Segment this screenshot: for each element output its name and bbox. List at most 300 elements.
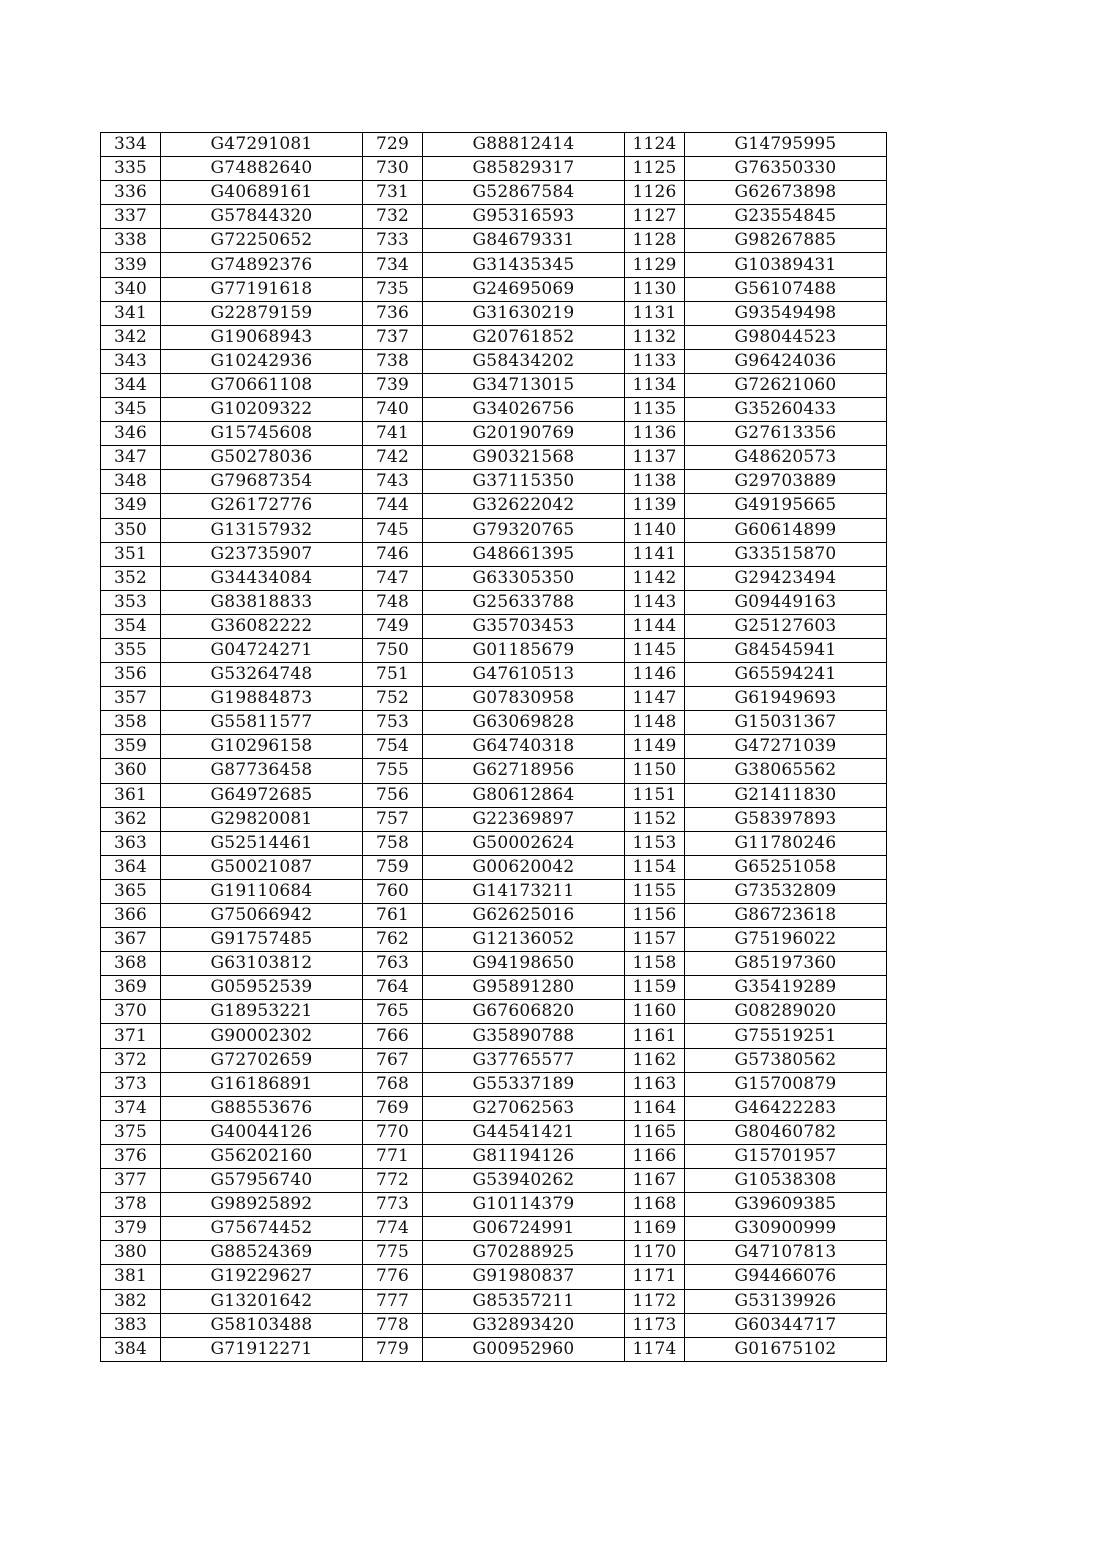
seq-number-cell: 377	[101, 1169, 161, 1193]
code-cell: G85357211	[423, 1289, 625, 1313]
table-row	[101, 133, 887, 157]
table-row	[101, 229, 887, 253]
seq-number-cell: 1169	[625, 1217, 685, 1241]
seq-number-cell: 746	[363, 542, 423, 566]
seq-number-cell: 739	[363, 373, 423, 397]
seq-number-cell: 772	[363, 1169, 423, 1193]
seq-number-cell: 1151	[625, 783, 685, 807]
code-cell: G38065562	[685, 759, 887, 783]
table-row	[101, 446, 887, 470]
table-row	[101, 325, 887, 349]
code-cell: G72621060	[685, 373, 887, 397]
code-cell: G63103812	[161, 952, 363, 976]
code-cell: G14795995	[685, 133, 887, 157]
code-cell: G60614899	[685, 518, 887, 542]
code-cell: G36082222	[161, 614, 363, 638]
code-cell: G62718956	[423, 759, 625, 783]
code-cell: G13201642	[161, 1289, 363, 1313]
seq-number-cell: 1141	[625, 542, 685, 566]
code-cell: G12136052	[423, 928, 625, 952]
code-cell: G33515870	[685, 542, 887, 566]
table-row	[101, 1169, 887, 1193]
code-cell: G34434084	[161, 566, 363, 590]
code-cell: G94198650	[423, 952, 625, 976]
code-cell: G26172776	[161, 494, 363, 518]
seq-number-cell: 769	[363, 1096, 423, 1120]
table-row	[101, 928, 887, 952]
code-cell: G80460782	[685, 1120, 887, 1144]
seq-number-cell: 384	[101, 1337, 161, 1361]
table-row	[101, 783, 887, 807]
seq-number-cell: 1171	[625, 1265, 685, 1289]
table-row	[101, 663, 887, 687]
seq-number-cell: 1157	[625, 928, 685, 952]
seq-number-cell: 335	[101, 157, 161, 181]
code-cell: G98925892	[161, 1193, 363, 1217]
code-cell: G49195665	[685, 494, 887, 518]
code-cell: G47107813	[685, 1241, 887, 1265]
seq-number-cell: 1159	[625, 976, 685, 1000]
code-cell: G20761852	[423, 325, 625, 349]
seq-number-cell: 779	[363, 1337, 423, 1361]
code-cell: G87736458	[161, 759, 363, 783]
seq-number-cell: 352	[101, 566, 161, 590]
table-row	[101, 807, 887, 831]
code-cell: G91757485	[161, 928, 363, 952]
code-cell: G50002624	[423, 831, 625, 855]
seq-number-cell: 773	[363, 1193, 423, 1217]
code-cell: G98267885	[685, 229, 887, 253]
code-cell: G72702659	[161, 1048, 363, 1072]
code-cell: G80612864	[423, 783, 625, 807]
code-cell: G75519251	[685, 1024, 887, 1048]
code-cell: G01185679	[423, 638, 625, 662]
seq-number-cell: 371	[101, 1024, 161, 1048]
seq-number-cell: 1130	[625, 277, 685, 301]
seq-number-cell: 1166	[625, 1144, 685, 1168]
seq-number-cell: 366	[101, 904, 161, 928]
code-cell: G04724271	[161, 638, 363, 662]
table-row	[101, 277, 887, 301]
table-row	[101, 1337, 887, 1361]
code-cell: G50021087	[161, 855, 363, 879]
code-cell: G07830958	[423, 687, 625, 711]
seq-number-cell: 342	[101, 325, 161, 349]
seq-number-cell: 1143	[625, 590, 685, 614]
seq-number-cell: 731	[363, 181, 423, 205]
table-row	[101, 687, 887, 711]
seq-number-cell: 383	[101, 1313, 161, 1337]
code-cell: G29423494	[685, 566, 887, 590]
code-cell: G15031367	[685, 711, 887, 735]
code-cell: G30900999	[685, 1217, 887, 1241]
seq-number-cell: 1161	[625, 1024, 685, 1048]
code-cell: G77191618	[161, 277, 363, 301]
seq-number-cell: 771	[363, 1144, 423, 1168]
seq-number-cell: 1163	[625, 1072, 685, 1096]
table-row	[101, 711, 887, 735]
seq-number-cell: 374	[101, 1096, 161, 1120]
seq-number-cell: 743	[363, 470, 423, 494]
table-row	[101, 1289, 887, 1313]
code-cell: G81194126	[423, 1144, 625, 1168]
code-cell: G32622042	[423, 494, 625, 518]
code-cell: G58434202	[423, 349, 625, 373]
seq-number-cell: 1156	[625, 904, 685, 928]
seq-number-cell: 777	[363, 1289, 423, 1313]
seq-number-cell: 1152	[625, 807, 685, 831]
seq-number-cell: 380	[101, 1241, 161, 1265]
code-cell: G57844320	[161, 205, 363, 229]
seq-number-cell: 761	[363, 904, 423, 928]
seq-number-cell: 337	[101, 205, 161, 229]
code-cell: G58397893	[685, 807, 887, 831]
code-cell: G75066942	[161, 904, 363, 928]
seq-number-cell: 1135	[625, 398, 685, 422]
seq-number-cell: 341	[101, 301, 161, 325]
code-cell: G22369897	[423, 807, 625, 831]
code-cell: G90321568	[423, 446, 625, 470]
seq-number-cell: 747	[363, 566, 423, 590]
seq-number-cell: 349	[101, 494, 161, 518]
code-cell: G15745608	[161, 422, 363, 446]
code-cell: G88524369	[161, 1241, 363, 1265]
code-cell: G61949693	[685, 687, 887, 711]
seq-number-cell: 765	[363, 1000, 423, 1024]
seq-number-cell: 367	[101, 928, 161, 952]
seq-number-cell: 757	[363, 807, 423, 831]
code-cell: G64740318	[423, 735, 625, 759]
table-row	[101, 1193, 887, 1217]
seq-number-cell: 1125	[625, 157, 685, 181]
seq-number-cell: 734	[363, 253, 423, 277]
code-cell: G60344717	[685, 1313, 887, 1337]
seq-number-cell: 767	[363, 1048, 423, 1072]
code-cell: G52514461	[161, 831, 363, 855]
code-cell: G31630219	[423, 301, 625, 325]
seq-number-cell: 733	[363, 229, 423, 253]
seq-number-cell: 1127	[625, 205, 685, 229]
seq-number-cell: 1136	[625, 422, 685, 446]
code-cell: G19068943	[161, 325, 363, 349]
code-cell: G52867584	[423, 181, 625, 205]
code-cell: G56202160	[161, 1144, 363, 1168]
seq-number-cell: 759	[363, 855, 423, 879]
seq-number-cell: 339	[101, 253, 161, 277]
seq-number-cell: 738	[363, 349, 423, 373]
code-cell: G14173211	[423, 879, 625, 903]
code-cell: G90002302	[161, 1024, 363, 1048]
table-row	[101, 542, 887, 566]
code-cell: G88553676	[161, 1096, 363, 1120]
code-cell: G20190769	[423, 422, 625, 446]
code-cell: G35419289	[685, 976, 887, 1000]
code-cell: G98044523	[685, 325, 887, 349]
table-row	[101, 1072, 887, 1096]
seq-number-cell: 344	[101, 373, 161, 397]
seq-number-cell: 370	[101, 1000, 161, 1024]
seq-number-cell: 1140	[625, 518, 685, 542]
seq-number-cell: 736	[363, 301, 423, 325]
code-cell: G32893420	[423, 1313, 625, 1337]
seq-number-cell: 355	[101, 638, 161, 662]
table-row	[101, 1144, 887, 1168]
table-row	[101, 157, 887, 181]
code-cell: G19884873	[161, 687, 363, 711]
seq-number-cell: 1170	[625, 1241, 685, 1265]
seq-number-cell: 364	[101, 855, 161, 879]
seq-number-cell: 1158	[625, 952, 685, 976]
seq-number-cell: 358	[101, 711, 161, 735]
seq-number-cell: 748	[363, 590, 423, 614]
table-row	[101, 904, 887, 928]
seq-number-cell: 744	[363, 494, 423, 518]
seq-number-cell: 762	[363, 928, 423, 952]
table-row	[101, 253, 887, 277]
code-cell: G21411830	[685, 783, 887, 807]
seq-number-cell: 760	[363, 879, 423, 903]
code-cell: G47291081	[161, 133, 363, 157]
code-cell: G01675102	[685, 1337, 887, 1361]
seq-number-cell: 776	[363, 1265, 423, 1289]
seq-number-cell: 362	[101, 807, 161, 831]
seq-number-cell: 356	[101, 663, 161, 687]
code-cell: G19110684	[161, 879, 363, 903]
seq-number-cell: 730	[363, 157, 423, 181]
table-row	[101, 590, 887, 614]
seq-number-cell: 373	[101, 1072, 161, 1096]
code-cell: G13157932	[161, 518, 363, 542]
seq-number-cell: 1128	[625, 229, 685, 253]
seq-number-cell: 752	[363, 687, 423, 711]
seq-number-cell: 361	[101, 783, 161, 807]
code-cell: G86723618	[685, 904, 887, 928]
seq-number-cell: 749	[363, 614, 423, 638]
seq-number-cell: 1147	[625, 687, 685, 711]
seq-number-cell: 357	[101, 687, 161, 711]
seq-number-cell: 1150	[625, 759, 685, 783]
seq-number-cell: 368	[101, 952, 161, 976]
seq-number-cell: 735	[363, 277, 423, 301]
seq-number-cell: 1149	[625, 735, 685, 759]
table-row	[101, 301, 887, 325]
seq-number-cell: 1148	[625, 711, 685, 735]
seq-number-cell: 340	[101, 277, 161, 301]
seq-number-cell: 1142	[625, 566, 685, 590]
code-cell: G56107488	[685, 277, 887, 301]
seq-number-cell: 376	[101, 1144, 161, 1168]
code-cell: G96424036	[685, 349, 887, 373]
code-cell: G22879159	[161, 301, 363, 325]
code-cell: G48620573	[685, 446, 887, 470]
code-cell: G62673898	[685, 181, 887, 205]
code-cell: G19229627	[161, 1265, 363, 1289]
seq-number-cell: 1133	[625, 349, 685, 373]
seq-number-cell: 347	[101, 446, 161, 470]
code-cell: G50278036	[161, 446, 363, 470]
seq-number-cell: 1145	[625, 638, 685, 662]
seq-number-cell: 334	[101, 133, 161, 157]
code-cell: G16186891	[161, 1072, 363, 1096]
seq-number-cell: 1167	[625, 1169, 685, 1193]
seq-number-cell: 372	[101, 1048, 161, 1072]
code-cell: G93549498	[685, 301, 887, 325]
table-row	[101, 1217, 887, 1241]
seq-number-cell: 345	[101, 398, 161, 422]
table-row	[101, 1096, 887, 1120]
code-table-body	[101, 133, 887, 1362]
seq-number-cell: 382	[101, 1289, 161, 1313]
code-cell: G29703889	[685, 470, 887, 494]
code-cell: G10209322	[161, 398, 363, 422]
code-cell: G79687354	[161, 470, 363, 494]
seq-number-cell: 741	[363, 422, 423, 446]
seq-number-cell: 1168	[625, 1193, 685, 1217]
code-cell: G35890788	[423, 1024, 625, 1048]
code-cell: G35260433	[685, 398, 887, 422]
code-cell: G74892376	[161, 253, 363, 277]
code-cell: G40689161	[161, 181, 363, 205]
seq-number-cell: 740	[363, 398, 423, 422]
seq-number-cell: 379	[101, 1217, 161, 1241]
code-cell: G65594241	[685, 663, 887, 687]
code-cell: G10242936	[161, 349, 363, 373]
table-row	[101, 181, 887, 205]
seq-number-cell: 343	[101, 349, 161, 373]
seq-number-cell: 751	[363, 663, 423, 687]
code-cell: G15701957	[685, 1144, 887, 1168]
code-cell: G63305350	[423, 566, 625, 590]
code-cell: G11780246	[685, 831, 887, 855]
code-cell: G18953221	[161, 1000, 363, 1024]
code-cell: G35703453	[423, 614, 625, 638]
seq-number-cell: 1174	[625, 1337, 685, 1361]
code-cell: G91980837	[423, 1265, 625, 1289]
code-cell: G23735907	[161, 542, 363, 566]
seq-number-cell: 346	[101, 422, 161, 446]
seq-number-cell: 1126	[625, 181, 685, 205]
seq-number-cell: 360	[101, 759, 161, 783]
seq-number-cell: 350	[101, 518, 161, 542]
code-cell: G70288925	[423, 1241, 625, 1265]
code-cell: G72250652	[161, 229, 363, 253]
table-row	[101, 879, 887, 903]
seq-number-cell: 729	[363, 133, 423, 157]
seq-number-cell: 1172	[625, 1289, 685, 1313]
code-cell: G00952960	[423, 1337, 625, 1361]
seq-number-cell: 348	[101, 470, 161, 494]
seq-number-cell: 375	[101, 1120, 161, 1144]
table-row	[101, 205, 887, 229]
seq-number-cell: 742	[363, 446, 423, 470]
code-cell: G53940262	[423, 1169, 625, 1193]
code-cell: G74882640	[161, 157, 363, 181]
code-cell: G46422283	[685, 1096, 887, 1120]
code-cell: G57956740	[161, 1169, 363, 1193]
code-cell: G23554845	[685, 205, 887, 229]
seq-number-cell: 365	[101, 879, 161, 903]
code-cell: G25127603	[685, 614, 887, 638]
table-row	[101, 1000, 887, 1024]
code-cell: G31435345	[423, 253, 625, 277]
seq-number-cell: 1131	[625, 301, 685, 325]
table-row	[101, 1241, 887, 1265]
seq-number-cell: 1160	[625, 1000, 685, 1024]
seq-number-cell: 1155	[625, 879, 685, 903]
table-row	[101, 1120, 887, 1144]
table-row	[101, 1048, 887, 1072]
seq-number-cell: 754	[363, 735, 423, 759]
code-cell: G48661395	[423, 542, 625, 566]
seq-number-cell: 1165	[625, 1120, 685, 1144]
code-cell: G55337189	[423, 1072, 625, 1096]
code-cell: G73532809	[685, 879, 887, 903]
seq-number-cell: 775	[363, 1241, 423, 1265]
table-row	[101, 1313, 887, 1337]
code-cell: G75196022	[685, 928, 887, 952]
code-cell: G08289020	[685, 1000, 887, 1024]
code-cell: G10538308	[685, 1169, 887, 1193]
seq-number-cell: 1153	[625, 831, 685, 855]
seq-number-cell: 381	[101, 1265, 161, 1289]
seq-number-cell: 750	[363, 638, 423, 662]
code-cell: G85197360	[685, 952, 887, 976]
seq-number-cell: 774	[363, 1217, 423, 1241]
table-row	[101, 1265, 887, 1289]
table-row	[101, 831, 887, 855]
code-cell: G37115350	[423, 470, 625, 494]
seq-number-cell: 338	[101, 229, 161, 253]
code-cell: G06724991	[423, 1217, 625, 1241]
seq-number-cell: 755	[363, 759, 423, 783]
code-cell: G47610513	[423, 663, 625, 687]
code-cell: G67606820	[423, 1000, 625, 1024]
seq-number-cell: 1162	[625, 1048, 685, 1072]
table-row	[101, 422, 887, 446]
code-cell: G55811577	[161, 711, 363, 735]
code-cell: G71912271	[161, 1337, 363, 1361]
code-cell: G27613356	[685, 422, 887, 446]
seq-number-cell: 763	[363, 952, 423, 976]
code-cell: G75674452	[161, 1217, 363, 1241]
seq-number-cell: 758	[363, 831, 423, 855]
table-row	[101, 976, 887, 1000]
code-cell: G64972685	[161, 783, 363, 807]
seq-number-cell: 1164	[625, 1096, 685, 1120]
code-cell: G63069828	[423, 711, 625, 735]
table-row	[101, 638, 887, 662]
seq-number-cell: 1134	[625, 373, 685, 397]
table-row	[101, 1024, 887, 1048]
code-cell: G29820081	[161, 807, 363, 831]
code-cell: G83818833	[161, 590, 363, 614]
seq-number-cell: 1173	[625, 1313, 685, 1337]
seq-number-cell: 1129	[625, 253, 685, 277]
table-row	[101, 494, 887, 518]
seq-number-cell: 766	[363, 1024, 423, 1048]
table-row	[101, 518, 887, 542]
table-row	[101, 759, 887, 783]
seq-number-cell: 336	[101, 181, 161, 205]
code-cell: G10389431	[685, 253, 887, 277]
seq-number-cell: 351	[101, 542, 161, 566]
table-row	[101, 735, 887, 759]
seq-number-cell: 378	[101, 1193, 161, 1217]
seq-number-cell: 1124	[625, 133, 685, 157]
code-cell: G95891280	[423, 976, 625, 1000]
code-cell: G85829317	[423, 157, 625, 181]
code-cell: G10296158	[161, 735, 363, 759]
